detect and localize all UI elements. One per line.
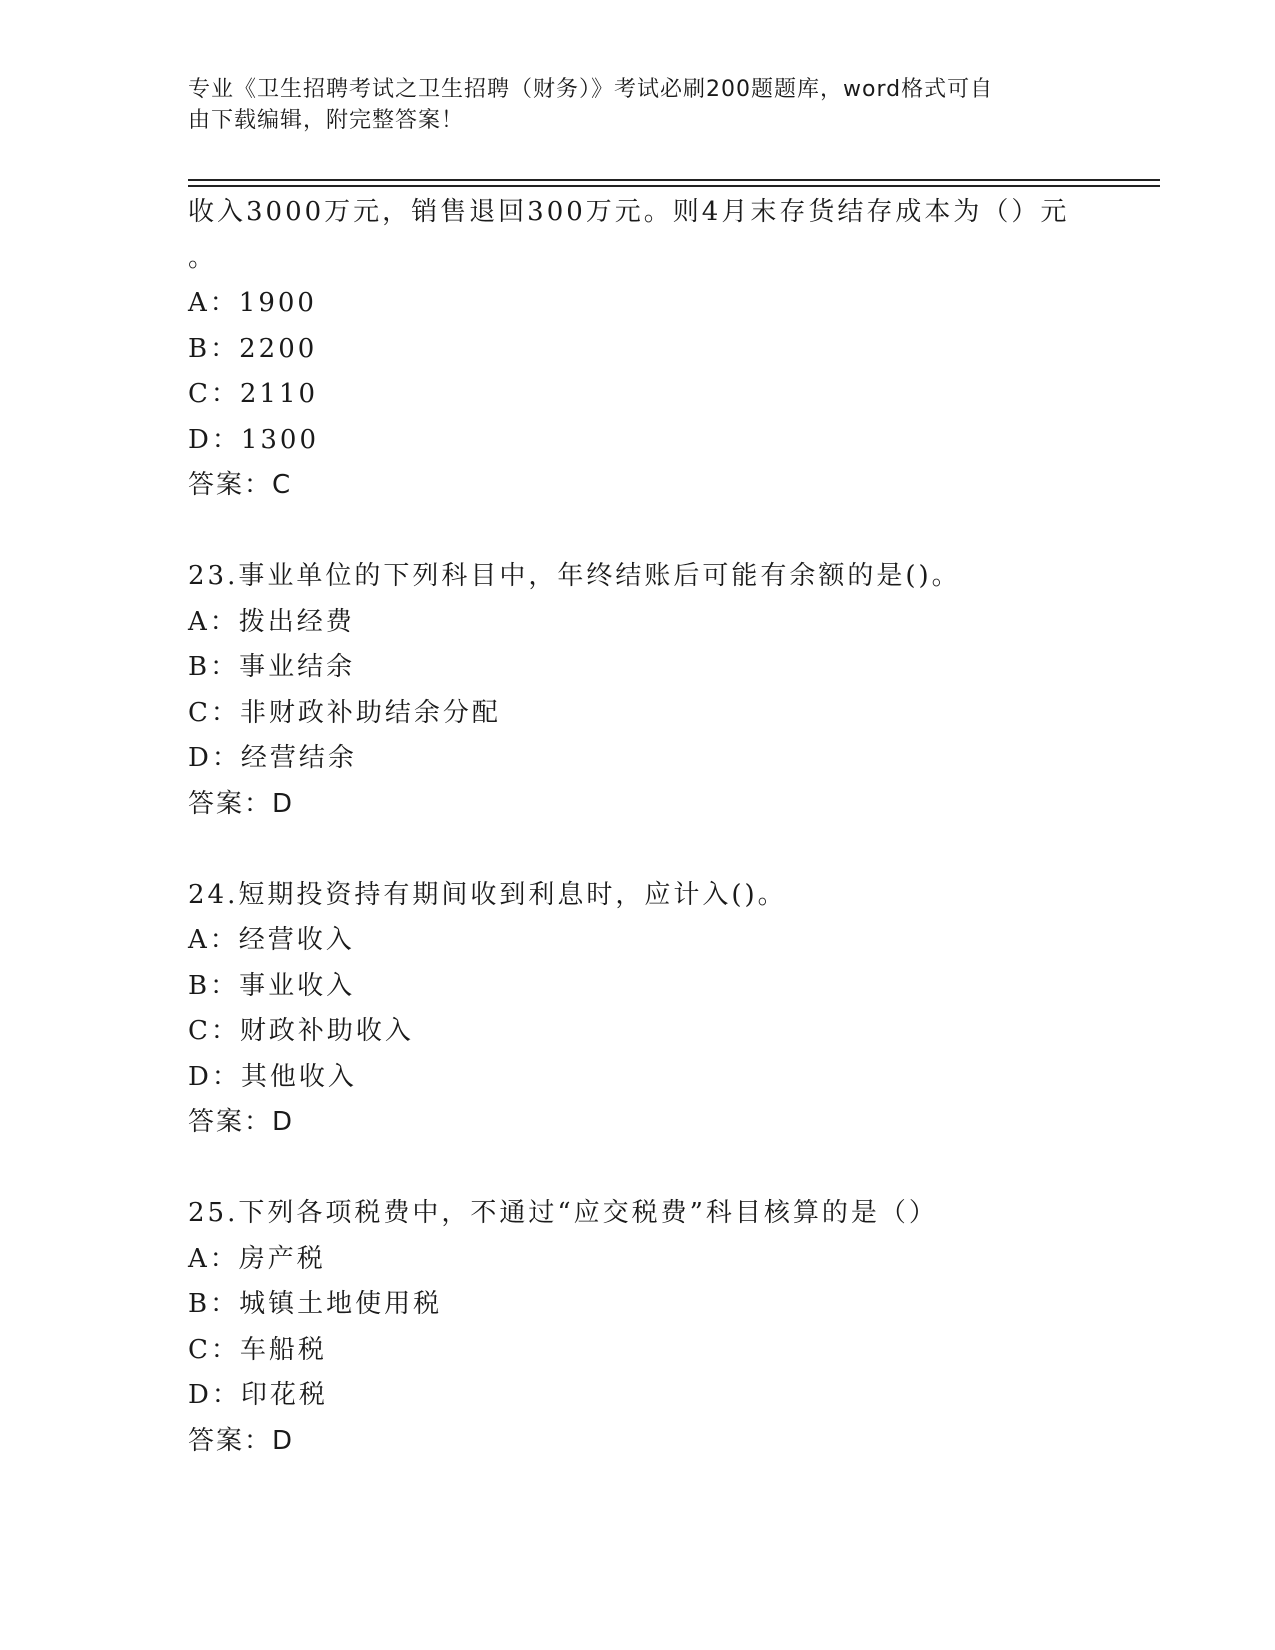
continued-question bbox=[188, 190, 1148, 509]
option-c: C：财政补助收入 bbox=[188, 1016, 414, 1046]
option-c: C：车船税 bbox=[188, 1334, 327, 1365]
option-d: D：其他收入 bbox=[188, 1061, 357, 1092]
option-b: B：2200 bbox=[188, 333, 318, 364]
answer-line: 答案：D bbox=[188, 788, 295, 819]
question-stem-continued: 收入3000万元，销售退回300万元。则4月末存货结存成本为（）元 bbox=[188, 197, 1070, 227]
document-header bbox=[188, 74, 1068, 136]
question-stem: 23.事业单位的下列科目中，年终结账后可能有余额的是()。 bbox=[188, 561, 961, 591]
option-b: B：事业结余 bbox=[188, 652, 356, 682]
answer-line: 答案：D bbox=[188, 1107, 295, 1137]
option-a: A：经营收入 bbox=[188, 925, 355, 955]
question-stem-continued-end: 。 bbox=[188, 242, 218, 273]
option-b: B：事业收入 bbox=[188, 970, 356, 1001]
question-stem: 24.短期投资持有期间收到利息时，应计入()。 bbox=[188, 879, 787, 910]
answer-line: 答案：C bbox=[188, 470, 293, 500]
option-d: D：经营结余 bbox=[188, 743, 357, 773]
header-line-2: 由下载编辑，附完整答案！ bbox=[188, 108, 465, 133]
option-a: A：拨出经费 bbox=[188, 606, 355, 637]
header-line-1: 专业《卫生招聘考试之卫生招聘（财务）》考试必刷200题题库，word格式可自 bbox=[188, 77, 994, 102]
header-divider-bottom bbox=[188, 185, 1160, 187]
question-24 bbox=[188, 873, 1148, 1146]
option-a: A：房产税 bbox=[188, 1243, 326, 1274]
option-a: A：1900 bbox=[188, 288, 317, 318]
question-25 bbox=[188, 1191, 1148, 1464]
answer-line: 答案：D bbox=[188, 1425, 295, 1456]
question-content bbox=[188, 190, 1148, 1464]
option-d: D：1300 bbox=[188, 424, 320, 455]
question-stem: 25.下列各项税费中，不通过“应交税费”科目核算的是（） bbox=[188, 1198, 938, 1228]
question-23 bbox=[188, 554, 1148, 827]
option-c: C：非财政补助结余分配 bbox=[188, 697, 501, 728]
option-d: D：印花税 bbox=[188, 1380, 328, 1410]
option-c: C：2110 bbox=[188, 379, 319, 409]
option-b: B：城镇土地使用税 bbox=[188, 1289, 443, 1319]
header-divider-top bbox=[188, 179, 1160, 181]
